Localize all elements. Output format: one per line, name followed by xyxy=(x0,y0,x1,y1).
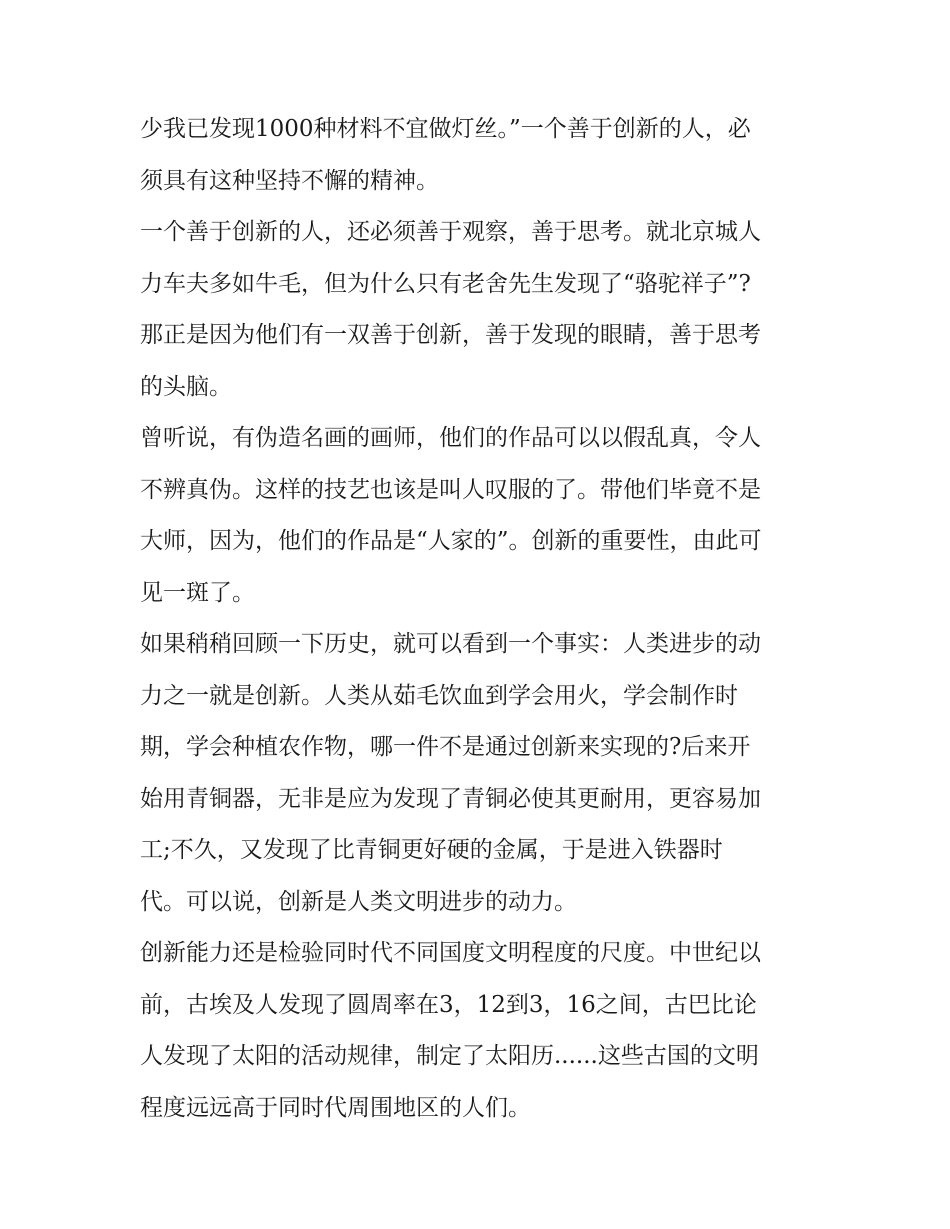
text-line: 须具有这种坚持不懈的精神。 xyxy=(140,167,439,194)
text-line: 如果稍稍回顾一下历史，就可以看到一个事实：人类进步的动 xyxy=(140,631,761,657)
text-line: 力车夫多如牛毛，但为什么只有老舍先生发现了“骆驼祥子”? xyxy=(140,270,751,297)
text-line: 工;不久，又发现了比青铜更好硬的金属，于是进入铁器时 xyxy=(140,837,723,863)
text-line: 始用青铜器，无非是应为发现了青铜必使其更耐用，更容易加 xyxy=(140,785,761,812)
text-line: 少我已发现1000种材料不宜做灯丝。”一个善于创新的人，必 xyxy=(140,116,751,142)
text-line: 曾听说，有伪造名画的画师，他们的作品可以以假乱真，令人 xyxy=(140,425,761,451)
text-line: 一个善于创新的人，还必须善于观察，善于思考。就北京城人 xyxy=(140,219,761,245)
text-line: 那正是因为他们有一双善于创新，善于发现的眼睛，善于思考 xyxy=(140,322,761,348)
text-line: 创新能力还是检验同时代不同国度文明程度的尺度。中世纪以 xyxy=(140,940,761,966)
text-line: 的头脑。 xyxy=(140,373,232,400)
text-line: 人发现了太阳的活动规律，制定了太阳历......这些古国的文明 xyxy=(140,1043,759,1069)
text-line: 代。可以说，创新是人类文明进步的动力。 xyxy=(140,888,577,915)
text-line: 见一斑了。 xyxy=(140,579,255,606)
text-line: 程度远远高于同时代周围地区的人们。 xyxy=(140,1094,531,1121)
text-line: 大师，因为，他们的作品是“人家的”。创新的重要性，由此可 xyxy=(140,528,762,554)
text-line: 力之一就是创新。人类从茹毛饮血到学会用火，学会制作时 xyxy=(140,682,738,709)
document-body xyxy=(140,104,820,1134)
text-line: 不辨真伪。这样的技艺也该是叫人叹服的了。带他们毕竟不是 xyxy=(140,476,761,503)
text-line: 期，学会种植农作物，哪一件不是通过创新来实现的?后来开 xyxy=(140,734,751,760)
text-line: 前，古埃及人发现了圆周率在3，12到3，16之间，古巴比论 xyxy=(140,991,757,1018)
